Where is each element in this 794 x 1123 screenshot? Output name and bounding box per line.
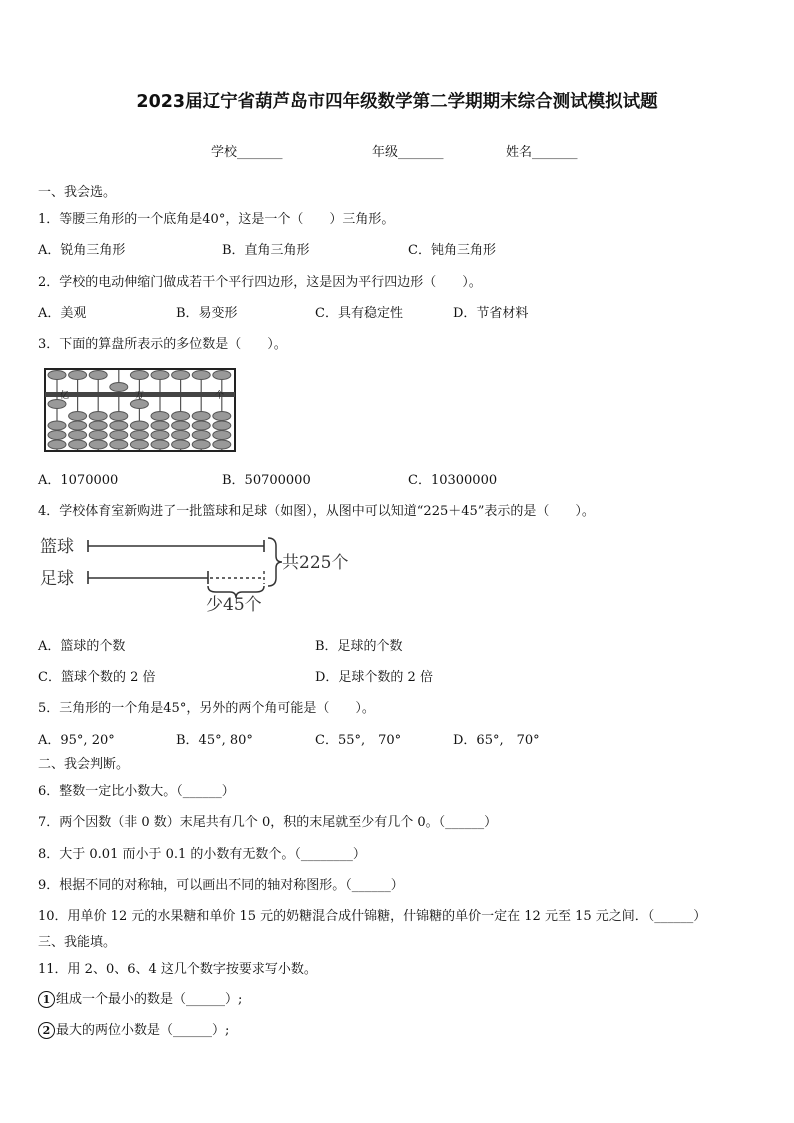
segment-diagram xyxy=(36,528,366,618)
abacus-figure xyxy=(44,368,236,452)
abacus-label-yi: 亿 xyxy=(60,391,70,401)
abacus-bead xyxy=(89,421,107,430)
abacus-label-ge: 个 xyxy=(215,391,225,401)
abacus-bead xyxy=(192,371,210,380)
circled-number-1: 1 xyxy=(38,991,55,1008)
name-field: 姓名_______ xyxy=(506,145,578,160)
abacus-bead xyxy=(172,440,190,449)
q3-option-b: B．50700000 xyxy=(222,473,311,488)
abacus-bead xyxy=(130,440,148,449)
abacus-bead xyxy=(48,421,66,430)
abacus-bead xyxy=(69,371,87,380)
abacus-bead xyxy=(192,440,210,449)
q1-option-c: C．钝角三角形 xyxy=(408,243,496,258)
less-label: 少45个 xyxy=(206,595,262,615)
q11-part-1 xyxy=(38,988,242,1008)
circled-number-2: 2 xyxy=(38,1022,55,1039)
q11-part-1-text: 组成一个最小的数是（______）; xyxy=(56,992,243,1007)
q1-option-a: A．锐角三角形 xyxy=(38,243,126,258)
abacus-bead xyxy=(69,421,87,430)
question-2: 2．学校的电动伸缩门做成若干个平行四边形，这是因为平行四边形（ ）。 xyxy=(38,275,482,290)
q2-option-d: D．节省材料 xyxy=(453,306,529,321)
abacus-bead xyxy=(172,412,190,421)
label-basketball: 篮球 xyxy=(40,537,74,557)
q4-option-a: A．篮球的个数 xyxy=(38,639,126,654)
abacus-bead xyxy=(130,371,148,380)
abacus-bead xyxy=(151,421,169,430)
question-10: 10．用单价 12 元的水果糖和单价 15 元的奶糖混合成什锦糖，什锦糖的单价一定在 12 元至 15 元之间．（______） xyxy=(38,909,707,924)
total-brace xyxy=(268,538,282,586)
abacus-label-wan: 万 xyxy=(135,391,145,401)
q4-option-b: B．足球的个数 xyxy=(315,639,403,654)
q4-option-d: D．足球个数的 2 倍 xyxy=(315,670,433,685)
abacus-bead xyxy=(213,440,231,449)
abacus-bead xyxy=(89,431,107,440)
football-segment xyxy=(88,571,208,584)
abacus-bead xyxy=(172,431,190,440)
abacus-bead xyxy=(213,421,231,430)
q4-option-c: C．篮球个数的 2 倍 xyxy=(38,670,156,685)
abacus-bead xyxy=(110,440,128,449)
q2-option-b: B．易变形 xyxy=(176,306,238,321)
question-5: 5．三角形的一个角是45°，另外的两个角可能是（ ）。 xyxy=(38,701,375,716)
abacus-bead xyxy=(110,431,128,440)
q2-option-c: C．具有稳定性 xyxy=(315,306,403,321)
q5-option-d: D．65°, 70° xyxy=(453,733,540,748)
abacus-bead xyxy=(48,431,66,440)
abacus-bead xyxy=(172,421,190,430)
difference-dashed xyxy=(210,571,264,584)
question-4: 4．学校体育室新购进了一批篮球和足球（如图），从图中可以知道“225＋45”表示的是（ ）。 xyxy=(38,504,595,519)
total-label: 共225个 xyxy=(282,553,349,573)
abacus-bead xyxy=(69,440,87,449)
question-6: 6．整数一定比小数大。（______） xyxy=(38,784,235,799)
abacus-bead xyxy=(151,412,169,421)
question-3: 3．下面的算盘所表示的多位数是（ ）。 xyxy=(38,337,287,352)
abacus-bead xyxy=(89,412,107,421)
abacus-bead xyxy=(48,440,66,449)
q3-option-a: A．1070000 xyxy=(38,473,119,488)
abacus-bead xyxy=(69,412,87,421)
q3-option-c: C．10300000 xyxy=(408,473,498,488)
abacus-bead xyxy=(192,421,210,430)
section-heading-2: 二、我会判断。 xyxy=(38,757,130,772)
q5-option-b: B．45°, 80° xyxy=(176,733,253,748)
abacus-bead xyxy=(130,421,148,430)
abacus-bead xyxy=(110,421,128,430)
page-title: 2023届辽宁省葫芦岛市四年级数学第二学期期末综合测试模拟试题 xyxy=(136,92,658,112)
abacus-bead xyxy=(192,431,210,440)
label-football: 足球 xyxy=(40,569,74,589)
question-8: 8．大于 0.01 而小于 0.1 的小数有无数个。（________） xyxy=(38,847,366,862)
abacus-bead xyxy=(151,440,169,449)
section-heading-1: 一、我会选。 xyxy=(38,185,117,200)
abacus-bead xyxy=(110,412,128,421)
question-9: 9．根据不同的对称轴，可以画出不同的轴对称图形。（______） xyxy=(38,878,404,893)
abacus-bead xyxy=(213,371,231,380)
q5-option-c: C．55°, 70° xyxy=(315,733,402,748)
question-1: 1．等腰三角形的一个底角是40°，这是一个（ ）三角形。 xyxy=(38,212,395,227)
abacus-bead xyxy=(89,440,107,449)
section-heading-3: 三、我能填。 xyxy=(38,935,117,950)
abacus-bead xyxy=(172,371,190,380)
question-11: 11．用 2、0、6、4 这几个数字按要求写小数。 xyxy=(38,962,317,977)
q1-option-b: B．直角三角形 xyxy=(222,243,310,258)
abacus-bead xyxy=(48,371,66,380)
q5-option-a: A．95°, 20° xyxy=(38,733,115,748)
grade-field: 年级_______ xyxy=(372,145,444,160)
q2-option-a: A．美观 xyxy=(38,306,87,321)
abacus-bead xyxy=(192,412,210,421)
abacus-bead xyxy=(213,412,231,421)
abacus-bead xyxy=(213,431,231,440)
question-7: 7．两个因数（非 0 数）末尾共有几个 0，积的末尾就至少有几个 0。（______） xyxy=(38,815,498,830)
abacus-bead xyxy=(151,371,169,380)
school-field: 学校_______ xyxy=(211,145,283,160)
abacus-bead xyxy=(130,431,148,440)
abacus-bead xyxy=(151,431,169,440)
abacus-bead xyxy=(89,371,107,380)
abacus-bead xyxy=(69,431,87,440)
abacus-bead xyxy=(110,383,128,392)
basketball-segment xyxy=(88,540,264,552)
q11-part-2 xyxy=(38,1019,229,1039)
q11-part-2-text: 最大的两位小数是（______）; xyxy=(56,1023,230,1038)
